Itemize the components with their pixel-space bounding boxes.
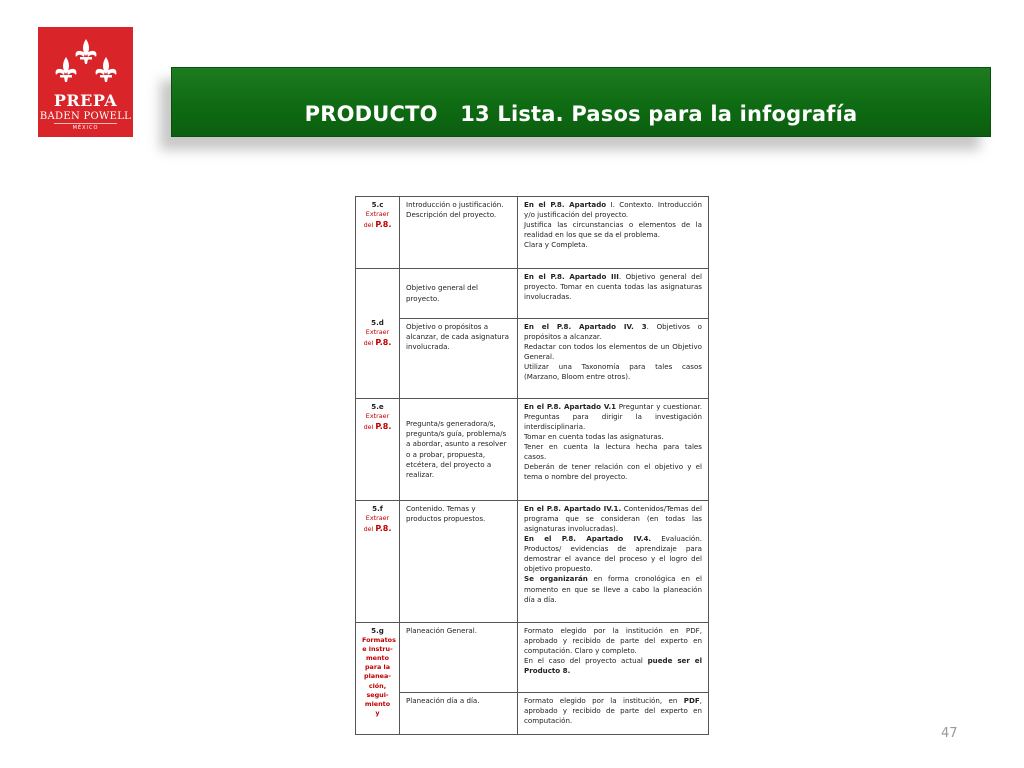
description-cell: Objetivo o propósitos a alcanzar, de cada asignatura involucrada. (400, 319, 518, 399)
description-cell: Pregunta/s generadora/s, pregunta/s guía, problema/s a abordar, asunto a resolver o a probar, propuesta, etcétera, del proyecto a realizar. (400, 399, 518, 501)
requirement-text: . Objetivos o propósitos a alcanzar. (524, 322, 702, 342)
step-label-line: ción, (368, 681, 387, 690)
step-cell (356, 197, 400, 269)
step-ref (364, 423, 392, 431)
requirement-line (524, 432, 702, 442)
requirement-line (524, 442, 702, 462)
step-ref-code: P.8. (375, 338, 392, 348)
requirement-line (524, 402, 702, 432)
requirement-text: . Objetivo general del proyecto. Tomar en cuenta todas las asignaturas involucradas. (524, 272, 702, 302)
table-row (356, 399, 709, 501)
requirement-text: Redactar con todos los elementos de un Objetivo General. (524, 342, 702, 362)
step-number: 5.d (371, 318, 384, 328)
step-cell (356, 623, 400, 735)
step-number: 5.f (372, 504, 383, 513)
logo-brand-prepa: PREPA (53, 91, 118, 110)
requirement-bold: puede ser el Producto 8. (524, 656, 702, 676)
requirement-text: Tener en cuenta la lectura hecha para tales casos. (524, 442, 702, 462)
requirement-text: en forma cronológica en el momento en que se lleve a cabo la planeación día a día. (524, 574, 703, 604)
step-extraer: Extraer (365, 210, 390, 219)
step-label-line: planea- (364, 672, 391, 681)
requirement-line (524, 656, 702, 676)
requirements-cell (518, 623, 709, 693)
table-row (356, 693, 709, 735)
requirement-text: Deberán de tener relación con el objetivo y el tema o nombre del proyecto. (524, 462, 702, 482)
requirement-text: Preguntar y cuestionar. Preguntas para dirigir la investigación interdisciplinaria. (524, 402, 702, 432)
step-label-line: mento (366, 654, 389, 663)
requirements-cell (518, 501, 709, 623)
table-row (356, 319, 709, 399)
table-row (356, 269, 709, 319)
requirement-text: Contenidos/Temas del programa que se consideran (en todas las asignaturas involucradas). (524, 504, 702, 534)
requirement-text: Utilizar una Taxonomía para tales casos (Marzano, Bloom entre otros). (524, 362, 702, 382)
requirement-line (524, 342, 702, 362)
requirement-line (524, 362, 702, 382)
step-extraer: Extraer (365, 412, 390, 421)
step-ref-code: P.8. (375, 524, 392, 534)
requirement-line (524, 534, 702, 574)
requirement-text: Clara y Completa. (524, 240, 588, 250)
requirement-bold: Se organizarán (524, 574, 588, 584)
step-number: 5.g (371, 626, 384, 635)
requirement-line (524, 626, 702, 656)
table-row (356, 623, 709, 693)
step-label-line: miento y (364, 699, 391, 717)
requirement-bold: PDF (683, 696, 700, 705)
requirement-line (524, 462, 702, 482)
logo-brand-mexico: MÉXICO (72, 125, 99, 131)
requirement-line (524, 504, 702, 534)
fleur-de-lis-icon (52, 37, 120, 89)
step-extraer: Extraer (365, 328, 390, 337)
logo-brand-baden-powell: BADEN POWELL (39, 111, 132, 122)
description-cell: Contenido. Temas y productos propuestos. (400, 501, 518, 623)
requirement-bold: En el P.8. Apartado V.1 (524, 402, 617, 411)
requirements-cell (518, 399, 709, 501)
requirement-line (524, 272, 702, 302)
step-number: 5.e (371, 402, 384, 411)
step-del: del (363, 339, 374, 348)
step-label-line: Formatos (362, 636, 396, 645)
page-title: PRODUCTO 13 Lista. Pasos para la infografía (304, 102, 858, 126)
description-cell: Objetivo general del proyecto. (400, 269, 518, 319)
requirement-text: Evaluación. Productos/ evidencias de aprendizaje para demostrar el avance del proceso y el logro del objetivo propuesto. (524, 534, 703, 574)
requirement-text: , aprobado y recibido de parte del experto en computación. (524, 696, 702, 726)
step-ref-code: P.8. (375, 220, 392, 230)
requirements-cell (518, 319, 709, 399)
title-banner (171, 67, 991, 137)
requirement-bold: En el P.8. Apartado IV.4. (524, 534, 652, 544)
description-cell: Planeación General. (400, 623, 518, 693)
step-del: del (363, 525, 374, 534)
requirement-bold: En el P.8. Apartado IV. 3 (524, 322, 647, 331)
step-extraer: Extraer (365, 514, 390, 523)
step-ref (364, 339, 392, 347)
requirement-line (524, 240, 702, 250)
requirement-bold: En el P.8. Apartado IV.1. (524, 504, 622, 513)
requirement-line (524, 696, 702, 726)
page-number: 47 (941, 726, 958, 741)
step-ref-code: P.8. (375, 422, 392, 432)
requirement-text: Formato elegido por la institución, en (524, 696, 684, 705)
requirements-cell (518, 269, 709, 319)
step-cell (356, 501, 400, 623)
logo-divider (54, 123, 117, 124)
description-cell: Introducción o justificación. Descripción del proyecto. (400, 197, 518, 269)
description-cell: Planeación día a día. (400, 693, 518, 735)
step-label-line: e instru- (362, 645, 393, 654)
requirement-line (524, 322, 702, 342)
step-ref (364, 525, 392, 533)
requirements-cell (518, 197, 709, 269)
step-cell (356, 269, 400, 399)
requirement-text: Formato elegido por la institución en PDF, aprobado y recibido de parte del experto en computación. Claro y completo. (524, 626, 702, 656)
table-row (356, 501, 709, 623)
step-cell (356, 399, 400, 501)
requirement-bold: En el P.8. Apartado (524, 200, 607, 209)
step-del: del (363, 221, 374, 230)
requirement-text: I. Contexto. Introducción y/o justificación del proyecto. (524, 200, 702, 220)
step-label-line: para la (364, 663, 391, 672)
table-row (356, 197, 709, 269)
requirement-text: Justifica las circunstancias o elementos de la realidad en los que se da el problema. (524, 220, 702, 240)
step-ref (364, 221, 392, 229)
requirements-cell (518, 693, 709, 735)
step-del: del (363, 423, 374, 432)
requirement-bold: En el P.8. Apartado III (524, 272, 619, 281)
requirement-line (524, 574, 702, 604)
prepa-baden-powell-logo (38, 27, 133, 137)
requirement-text: Tomar en cuenta todas las asignaturas. (524, 432, 664, 442)
requirement-text: En el caso del proyecto actual (524, 656, 648, 666)
step-number: 5.c (371, 200, 384, 209)
requirement-line (524, 200, 702, 220)
step-label-line: segui- (366, 690, 389, 699)
steps-table (355, 196, 709, 735)
requirement-line (524, 220, 702, 240)
